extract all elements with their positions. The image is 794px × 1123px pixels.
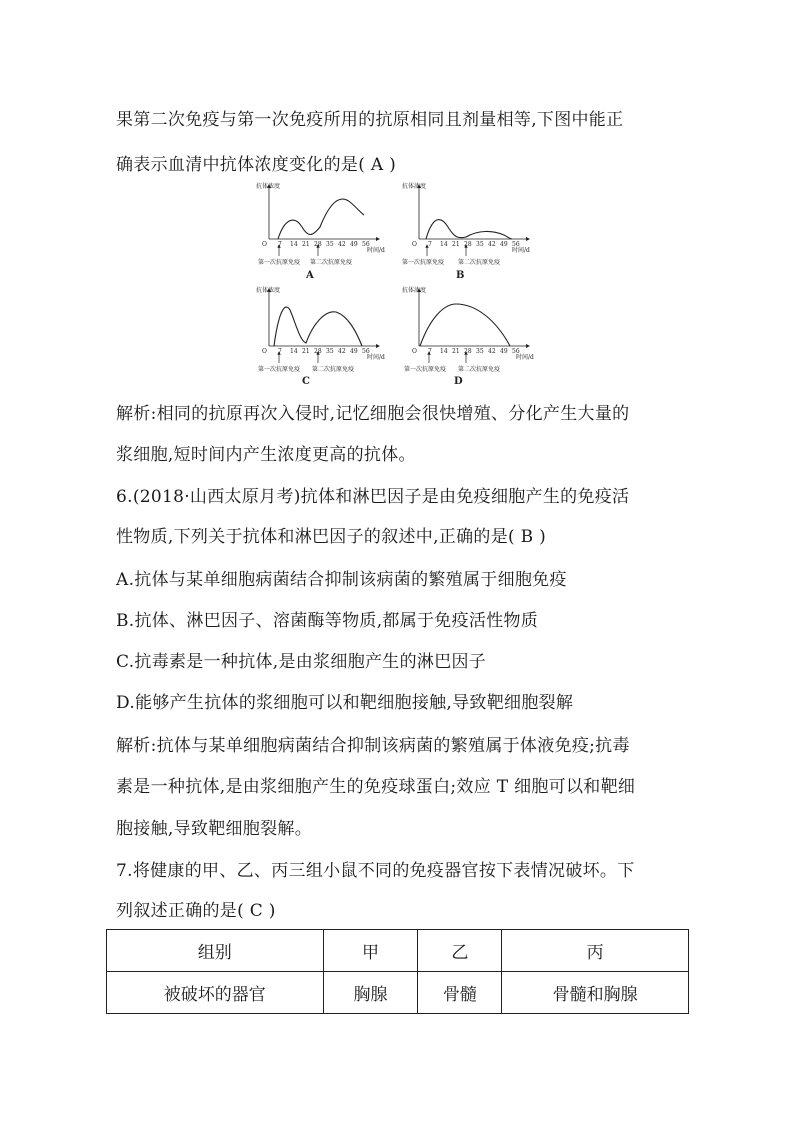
- line-11: 解析:抗体与某单细胞病菌结合抑制该病菌的繁殖属于体液免疫;抗毒: [116, 736, 630, 756]
- line-6: 性物质,下列关于抗体和淋巴因子的叙述中,正确的是( B ): [116, 527, 547, 547]
- table-row: [107, 972, 689, 1014]
- y-axis-label: 抗体浓度: [402, 287, 427, 294]
- table-cell: 被破坏的器官: [107, 972, 324, 1014]
- curve-c: [274, 307, 362, 346]
- first-immunization-label: 第一次抗原免疫: [404, 366, 447, 373]
- svg-text:35: 35: [476, 241, 484, 248]
- first-immunization-label: 第一次抗原免疫: [402, 259, 445, 266]
- origin-label: O: [412, 348, 417, 355]
- line-1: 果第二次免疫与第一次免疫所用的抗原相同且剂量相等,下图中能正: [116, 110, 624, 130]
- second-immunization-label: 第二次抗原免疫: [310, 259, 353, 266]
- svg-text:28: 28: [464, 241, 472, 248]
- svg-text:49: 49: [500, 241, 508, 248]
- x-axis-label: 时间/d: [367, 354, 385, 361]
- y-axis-label: 抗体浓度: [402, 183, 427, 190]
- table-cell: 骨髓: [418, 972, 502, 1014]
- curve-a: [278, 199, 364, 239]
- svg-text:7: 7: [278, 241, 282, 248]
- table-header-cell: 乙: [418, 930, 502, 972]
- origin-label: O: [262, 348, 267, 355]
- svg-text:42: 42: [338, 241, 346, 248]
- svg-text:28: 28: [314, 348, 322, 355]
- line-15: 列叙述正确的是( C ): [116, 901, 276, 921]
- line-2: 确表示血清中抗体浓度变化的是( A ): [116, 155, 397, 175]
- svg-text:42: 42: [488, 241, 496, 248]
- second-immunization-label: 第二次抗原免疫: [312, 366, 355, 373]
- table-header-row: [107, 930, 689, 972]
- graph-panel-d: [402, 286, 534, 387]
- x-ticks: [278, 241, 370, 248]
- second-immunization-label: 第二次抗原免疫: [458, 259, 501, 266]
- svg-text:7: 7: [278, 348, 282, 355]
- svg-text:21: 21: [452, 241, 460, 248]
- svg-text:7: 7: [428, 348, 432, 355]
- line-3: 解析:相同的抗原再次入侵时,记忆细胞会很快增殖、分化产生大量的: [116, 404, 630, 424]
- y-axis-label: 抗体浓度: [256, 287, 281, 294]
- svg-text:42: 42: [338, 348, 346, 355]
- line-9: C.抗毒素是一种抗体,是由浆细胞产生的淋巴因子: [116, 652, 487, 672]
- svg-text:49: 49: [500, 348, 508, 355]
- x-ticks: [428, 241, 520, 248]
- table-cell: 骨髓和胸腺: [502, 972, 689, 1014]
- first-immunization-label: 第一次抗原免疫: [258, 366, 301, 373]
- svg-text:14: 14: [440, 241, 448, 248]
- panel-letter-a: A: [306, 270, 314, 281]
- svg-text:42: 42: [488, 348, 496, 355]
- table-cell: 胸腺: [323, 972, 418, 1014]
- panel-letter-b: B: [456, 270, 465, 281]
- svg-text:28: 28: [314, 241, 322, 248]
- svg-text:14: 14: [290, 241, 298, 248]
- svg-text:35: 35: [326, 348, 334, 355]
- antibody-graphs-figure: [250, 182, 550, 394]
- second-immunization-label: 第二次抗原免疫: [458, 366, 501, 373]
- curve-b: [426, 220, 512, 239]
- first-immunization-label: 第一次抗原免疫: [258, 259, 301, 266]
- origin-label: O: [262, 241, 267, 248]
- x-axis-label: 时间/d: [516, 354, 534, 361]
- line-8: B.抗体、淋巴因子、溶菌酶等物质,都属于免疫活性物质: [116, 611, 539, 631]
- origin-label: O: [412, 241, 417, 248]
- svg-text:7: 7: [428, 241, 432, 248]
- svg-text:14: 14: [290, 348, 298, 355]
- svg-text:28: 28: [464, 348, 472, 355]
- line-5: 6.(2018·山西太原月考)抗体和淋巴因子是由免疫细胞产生的免疫活: [116, 487, 630, 507]
- line-12: 素是一种抗体,是由浆细胞产生的免疫球蛋白;效应 T 细胞可以和靶细: [116, 777, 636, 797]
- table-header-cell: 丙: [502, 930, 689, 972]
- svg-text:21: 21: [452, 348, 460, 355]
- line-7: A.抗体与某单细胞病菌结合抑制该病菌的繁殖属于细胞免疫: [116, 570, 567, 590]
- svg-text:14: 14: [440, 348, 448, 355]
- panel-letter-d: D: [454, 376, 463, 387]
- svg-text:49: 49: [350, 241, 358, 248]
- graph-panel-b: [402, 182, 530, 281]
- svg-text:56: 56: [512, 241, 520, 248]
- svg-text:21: 21: [302, 348, 310, 355]
- svg-text:35: 35: [476, 348, 484, 355]
- table-header-cell: 组别: [107, 930, 324, 972]
- x-axis-label: 时间/d: [367, 247, 385, 254]
- line-13: 胞接触,导致靶细胞裂解。: [116, 819, 313, 839]
- svg-text:21: 21: [302, 241, 310, 248]
- graph-panel-a: [256, 182, 385, 281]
- graph-panel-c: [256, 286, 385, 387]
- svg-text:56: 56: [362, 241, 370, 248]
- x-ticks: [278, 348, 370, 355]
- table-header-cell: 甲: [323, 930, 418, 972]
- line-4: 浆细胞,短时间内产生浓度更高的抗体。: [116, 445, 416, 465]
- x-axis-label: 时间/d: [512, 247, 530, 254]
- svg-text:56: 56: [512, 348, 520, 355]
- y-axis-label: 抗体浓度: [256, 183, 281, 190]
- svg-text:35: 35: [326, 241, 334, 248]
- curve-d: [420, 304, 510, 346]
- svg-text:49: 49: [350, 348, 358, 355]
- line-14: 7.将健康的甲、乙、丙三组小鼠不同的免疫器官按下表情况破坏。下: [116, 861, 635, 881]
- organ-table: [106, 929, 689, 1014]
- panel-letter-c: C: [302, 376, 310, 387]
- svg-text:56: 56: [362, 348, 370, 355]
- x-ticks: [428, 348, 520, 355]
- line-10: D.能够产生抗体的浆细胞可以和靶细胞接触,导致靶细胞裂解: [116, 693, 574, 713]
